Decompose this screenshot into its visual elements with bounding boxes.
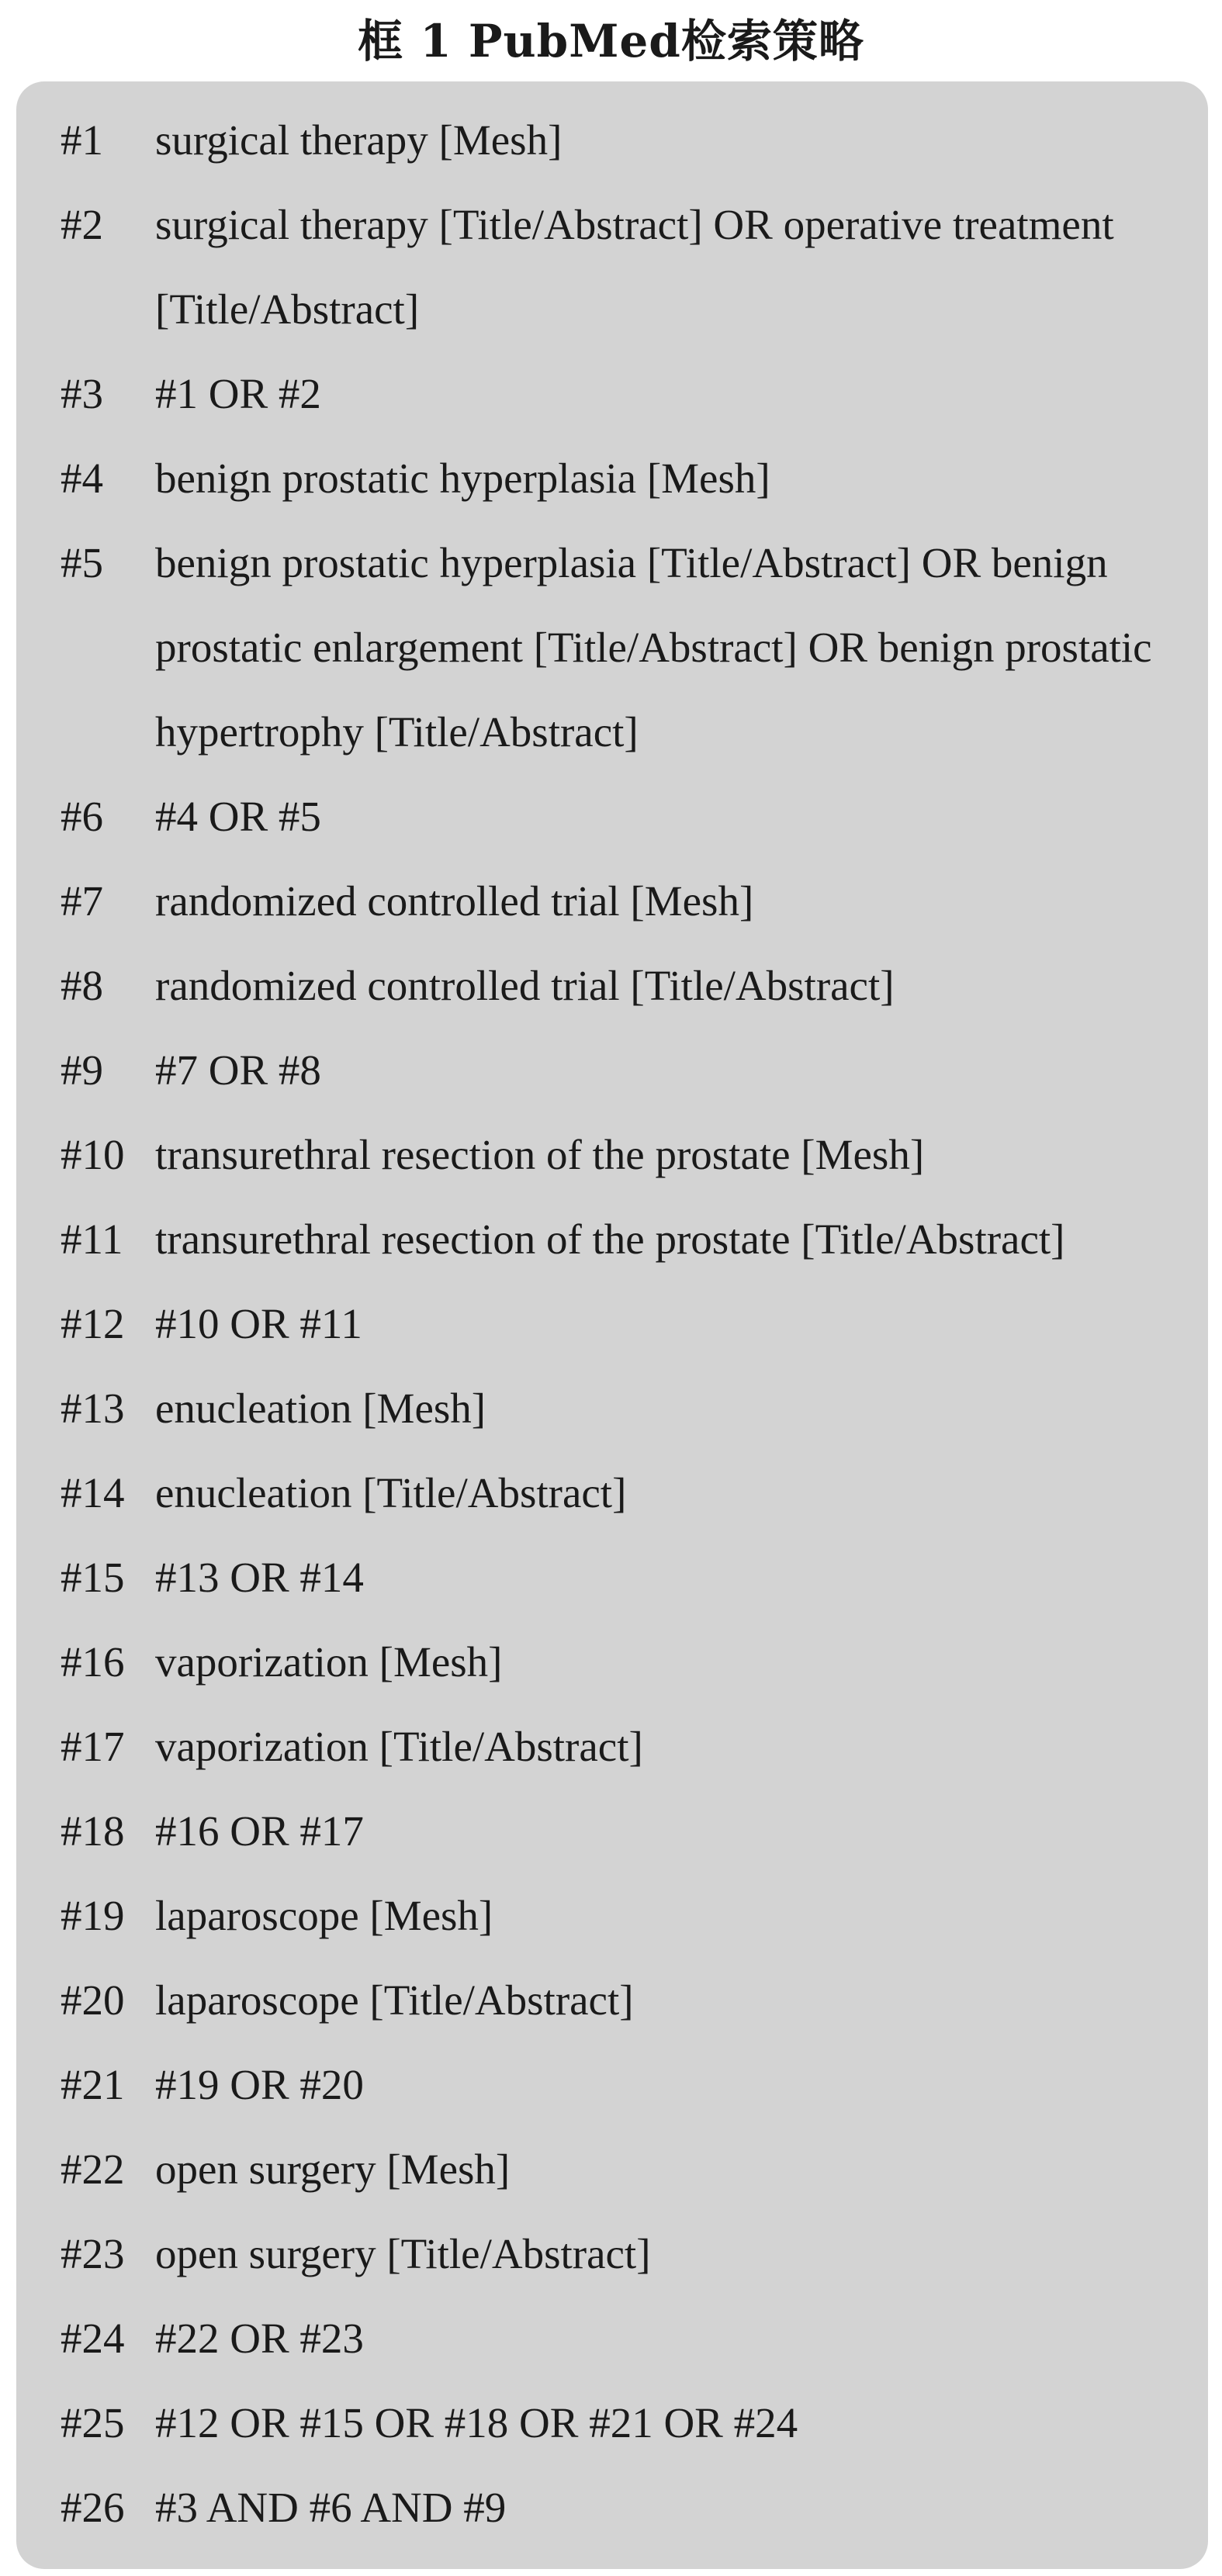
search-step-8 bbox=[61, 943, 1209, 1028]
box-title: 框 1 PubMed检索策略 bbox=[358, 15, 864, 67]
step-query: #22 OR #23 bbox=[155, 2315, 364, 2362]
step-query: #7 OR #8 bbox=[155, 1046, 321, 1094]
step-query: #16 OR #17 bbox=[155, 1807, 364, 1855]
step-number: #15 bbox=[61, 1554, 125, 1601]
search-step-21 bbox=[61, 2042, 1209, 2127]
step-query: surgical therapy [Mesh] bbox=[155, 116, 563, 164]
step-number: #2 bbox=[61, 201, 103, 248]
search-step-19 bbox=[61, 1873, 1209, 1958]
step-number: #6 bbox=[61, 793, 103, 840]
step-number: #13 bbox=[61, 1385, 125, 1432]
step-query: #10 OR #11 bbox=[155, 1300, 362, 1347]
step-number: #17 bbox=[61, 1723, 125, 1770]
step-number: #12 bbox=[61, 1300, 125, 1347]
search-step-9 bbox=[61, 1028, 1209, 1112]
step-query: benign prostatic hyperplasia [Mesh] bbox=[155, 455, 770, 502]
step-query: #1 OR #2 bbox=[155, 370, 321, 417]
step-query: #19 OR #20 bbox=[155, 2061, 364, 2108]
step-number: #25 bbox=[61, 2399, 125, 2446]
step-number: #23 bbox=[61, 2230, 125, 2277]
step-number: #4 bbox=[61, 455, 103, 502]
step-query: transurethral resection of the prostate [Title/Abstract] bbox=[155, 1215, 1065, 1263]
step-query: enucleation [Title/Abstract] bbox=[155, 1469, 627, 1516]
step-number: #26 bbox=[61, 2484, 125, 2531]
search-step-4 bbox=[61, 436, 1209, 520]
step-query: #3 AND #6 AND #9 bbox=[155, 2484, 507, 2531]
search-step-7 bbox=[61, 859, 1209, 943]
step-number: #16 bbox=[61, 1638, 125, 1686]
search-step-25 bbox=[61, 2381, 1209, 2465]
step-number: #10 bbox=[61, 1131, 125, 1178]
step-number: #24 bbox=[61, 2315, 125, 2362]
search-step-17 bbox=[61, 1704, 1209, 1789]
search-step-24 bbox=[61, 2296, 1209, 2381]
step-query: #4 OR #5 bbox=[155, 793, 321, 840]
search-step-2 bbox=[61, 182, 1209, 351]
step-number: #22 bbox=[61, 2146, 125, 2193]
search-strategy-list bbox=[61, 98, 1209, 2550]
search-step-3 bbox=[61, 351, 1209, 436]
step-number: #14 bbox=[61, 1469, 125, 1516]
search-step-26 bbox=[61, 2465, 1209, 2550]
search-step-10 bbox=[61, 1112, 1209, 1197]
search-step-14 bbox=[61, 1451, 1209, 1535]
step-number: #5 bbox=[61, 539, 103, 586]
search-step-20 bbox=[61, 1958, 1209, 2042]
step-number: #3 bbox=[61, 370, 103, 417]
step-query: benign prostatic hyperplasia [Title/Abstract] OR benign prostatic enlargement [Title/Abstract] OR benign prostatic hypertrophy [Title/Abstract] bbox=[155, 539, 1152, 756]
step-query: laparoscope [Mesh] bbox=[155, 1892, 493, 1939]
step-query: open surgery [Mesh] bbox=[155, 2146, 511, 2193]
search-step-12 bbox=[61, 1281, 1209, 1366]
step-number: #21 bbox=[61, 2061, 125, 2108]
step-query: vaporization [Mesh] bbox=[155, 1638, 503, 1686]
step-number: #1 bbox=[61, 116, 103, 164]
search-step-13 bbox=[61, 1366, 1209, 1451]
step-query: vaporization [Title/Abstract] bbox=[155, 1723, 643, 1770]
step-number: #20 bbox=[61, 1976, 125, 2024]
search-step-15 bbox=[61, 1535, 1209, 1620]
search-step-18 bbox=[61, 1789, 1209, 1873]
step-number: #8 bbox=[61, 962, 103, 1009]
search-step-23 bbox=[61, 2211, 1209, 2296]
step-number: #19 bbox=[61, 1892, 125, 1939]
step-query: enucleation [Mesh] bbox=[155, 1385, 486, 1432]
search-step-22 bbox=[61, 2127, 1209, 2211]
step-number: #11 bbox=[61, 1215, 123, 1263]
step-query: laparoscope [Title/Abstract] bbox=[155, 1976, 634, 2024]
step-query: open surgery [Title/Abstract] bbox=[155, 2230, 651, 2277]
search-step-6 bbox=[61, 774, 1209, 859]
search-step-11 bbox=[61, 1197, 1209, 1281]
step-query: transurethral resection of the prostate [Mesh] bbox=[155, 1131, 925, 1178]
step-number: #9 bbox=[61, 1046, 103, 1094]
step-query: #12 OR #15 OR #18 OR #21 OR #24 bbox=[155, 2399, 798, 2446]
step-number: #18 bbox=[61, 1807, 125, 1855]
search-step-16 bbox=[61, 1620, 1209, 1704]
step-query: surgical therapy [Title/Abstract] OR operative treatment [Title/Abstract] bbox=[155, 201, 1114, 333]
step-query: randomized controlled trial [Mesh] bbox=[155, 877, 754, 925]
step-number: #7 bbox=[61, 877, 103, 925]
search-step-1 bbox=[61, 98, 1209, 182]
step-query: #13 OR #14 bbox=[155, 1554, 364, 1601]
search-step-5 bbox=[61, 520, 1209, 774]
step-query: randomized controlled trial [Title/Abstract] bbox=[155, 962, 895, 1009]
